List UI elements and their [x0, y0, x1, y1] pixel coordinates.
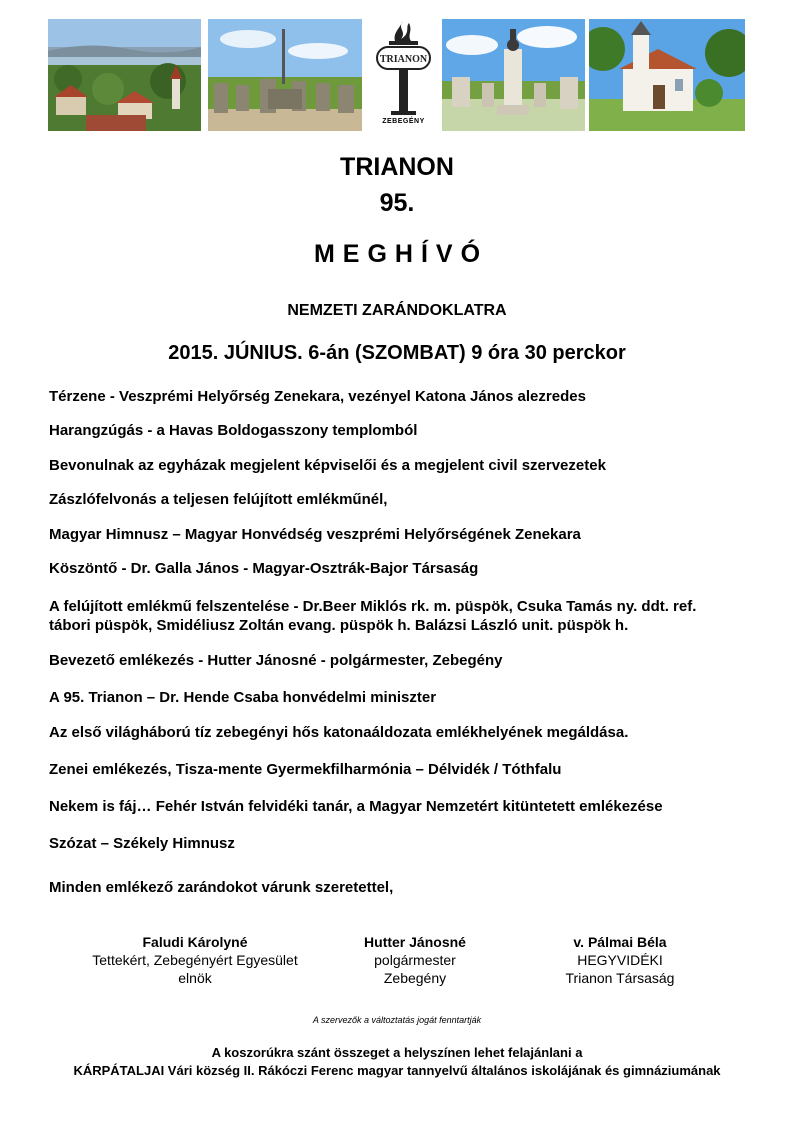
program-item: Szózat – Székely Himnusz: [49, 835, 235, 852]
program-item: Térzene - Veszprémi Helyőrség Zenekara, vezényel Katona János alezredes: [49, 388, 586, 405]
program-item: A 95. Trianon – Dr. Hende Csaba honvédelmi miniszter: [49, 689, 437, 706]
event-date: 2015. JÚNIUS. 6-án (SZOMBAT) 9 óra 30 perckor: [168, 342, 626, 364]
program-item: Nekem is fáj… Fehér István felvidéki tanár, a Magyar Nemzetért kitüntetett emlékezése: [49, 798, 663, 815]
signature-block: [330, 933, 500, 987]
program-item: Harangzúgás - a Havas Boldogasszony templomból: [49, 422, 418, 439]
program-item: Zászlófelvonás a teljesen felújított emlékműnél,: [49, 491, 388, 508]
program-item: Bevezető emlékezés - Hutter Jánosné - polgármester, Zebegény: [49, 652, 503, 669]
donation-note-line2: KÁRPÁTALJAI Vári község II. Rákóczi Ferenc magyar tannyelvű általános iskolájának és gimnáziumának: [73, 1063, 721, 1078]
logo-text: TRIANON: [379, 54, 428, 65]
program-item: Zenei emlékezés, Tisza-mente Gyermekfilharmónia – Délvidék / Tóthfalu: [49, 761, 562, 778]
program-item: A felújított emlékmű felszentelése - Dr.Beer Miklós rk. m. püspök, Csuka Tamás ny. ddt. ref. tábori püspök, Smidéliusz Zoltán evang. püspök h. Balázsi László unit. püspök h.: [49, 598, 697, 634]
trianon-logo: [367, 19, 440, 131]
photo-banner: [48, 19, 745, 131]
signer-title: Tettekért, Zebegényért Egyesület: [92, 952, 298, 968]
donation-note-line1: A koszorúkra szánt összeget a helyszínen lehet felajánlani a: [211, 1045, 583, 1060]
closing-line: Minden emlékező zarándokot várunk szeretettel,: [49, 879, 394, 896]
signer-role: Zebegény: [383, 970, 447, 986]
signature-block: [70, 933, 320, 987]
organizer-note: A szervezők a változtatás jogát fenntartják: [312, 1015, 482, 1025]
monument-photo: [442, 19, 585, 131]
anniversary-number: 95.: [379, 189, 415, 217]
chapel-photo: [589, 19, 745, 131]
program-item: Az első világháború tíz zebegényi hős katonaáldozata emlékhelyének megáldása.: [49, 724, 629, 741]
invitation-subtitle: NEMZETI ZARÁNDOKLATRA: [287, 302, 507, 319]
event-title: TRIANON: [340, 153, 454, 181]
signer-title: HEGYVIDÉKI: [577, 952, 663, 968]
signer-name: Hutter Jánosné: [364, 934, 466, 950]
signer-name: Faludi Károlyné: [142, 934, 248, 950]
program-item: Bevonulnak az egyházak megjelent képviselői és a megjelent civil szervezetek: [49, 457, 606, 474]
memorial-park-photo: [208, 19, 362, 131]
signature-block: [525, 933, 715, 987]
invitation-heading: MEGHÍVÓ: [313, 240, 489, 268]
logo-caption: ZEBEGÉNY: [382, 118, 425, 125]
program-item: Magyar Himnusz – Magyar Honvédség veszprémi Helyőrségének Zenekara: [49, 526, 581, 543]
signer-role: elnök: [178, 970, 212, 986]
signer-title: polgármester: [374, 952, 456, 968]
signer-role: Trianon Társaság: [565, 970, 675, 986]
logo-emblem: [367, 19, 440, 117]
village-photo: [48, 19, 201, 131]
program-item: Köszöntő - Dr. Galla János - Magyar-Osztrák-Bajor Társaság: [49, 560, 479, 577]
signer-name: v. Pálmai Béla: [573, 934, 667, 950]
